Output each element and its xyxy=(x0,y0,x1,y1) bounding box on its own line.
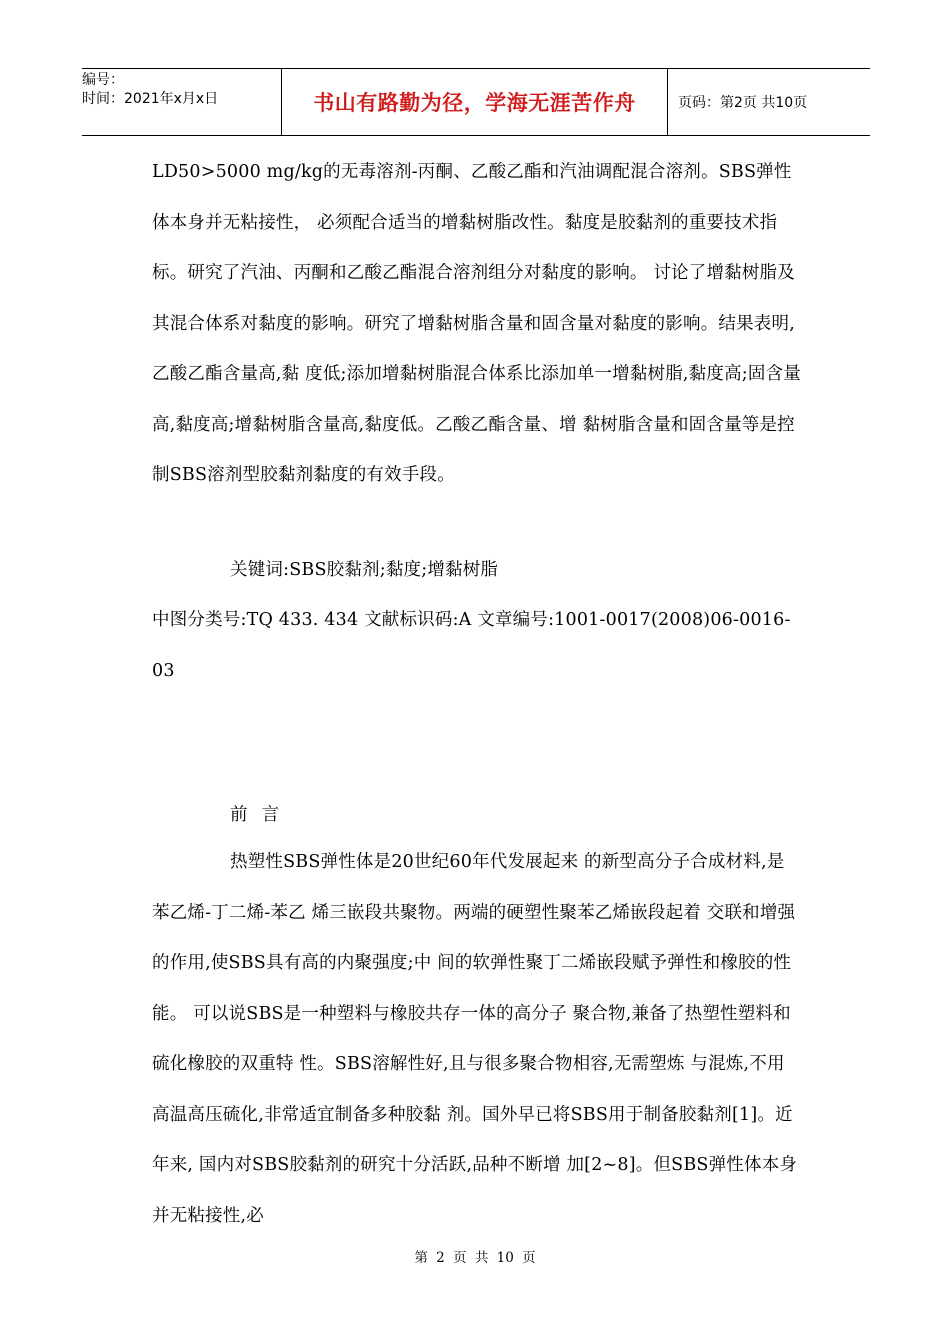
page-header xyxy=(82,68,870,136)
classification-line: 中图分类号:TQ 433. 434 文献标识码:A 文章编号:1001-0017(2008)06-0016-03 xyxy=(152,610,791,681)
document-time-label: 时间：2021年x月x日 xyxy=(82,91,219,107)
intro-paragraph: 热塑性SBS弹性体是20世纪60年代发展起来 的新型高分子合成材料,是苯乙烯-丁二烯-苯乙 烯三嵌段共聚物。两端的硬塑性聚苯乙烯嵌段起着 交联和增强的作用,使SBS具有高的内聚强度;中 间的软弹性聚丁二烯嵌段赋予弹性和橡胶的性能。 可以说SBS是一种塑料与橡胶共存一体的高分子 聚合物,兼备了热塑性塑料和硫化橡胶的双重特 性。SBS溶解性好,且与很多聚合物相容,无需塑炼 与混炼,不用高温高压硫化,非常适宜制备多种胶黏 剂。国外早已将SBS用于制备胶黏剂[1]。近年来, 国内对SBS胶黏剂的研究十分活跃,品种不断增 加[2~8]。但SBS弹性体本身并无粘接性,必 xyxy=(152,852,798,1226)
page-footer: 第 2 页 共 10 页 xyxy=(414,1250,536,1266)
header-page-info: 页码：第2页 共10页 xyxy=(678,95,808,111)
abstract-paragraph: LD50>5000 mg/kg的无毒溶剂-丙酮、乙酸乙酯和汽油调配混合溶剂。SBS弹性体本身并无粘接性， 必须配合适当的增黏树脂改性。黏度是胶黏剂的重要技术指标。研究了汽油、丙酮和乙酸乙酯混合溶剂组分对黏度的影响。 讨论了增黏树脂及其混合体系对黏度的影响。研究了增黏树脂含量和固含量对黏度的影响。结果表明,乙酸乙酯含量高,黏 度低;添加增黏树脂混合体系比添加单一增黏树脂,黏度高;固含量高,黏度高;增黏树脂含量高,黏度低。乙酸乙酯含量、增 黏树脂含量和固含量等是控制SBS溶剂型胶黏剂黏度的有效手段。 xyxy=(152,162,801,485)
keywords-line: 关键词:SBS胶黏剂;黏度;增黏树脂 xyxy=(230,560,499,580)
header-motto: 书山有路勤为径，学海无涯苦作舟 xyxy=(282,69,668,135)
header-meta-cell xyxy=(82,69,282,135)
section-heading: 前言 xyxy=(230,805,293,825)
document-number-label: 编号： xyxy=(82,72,124,88)
